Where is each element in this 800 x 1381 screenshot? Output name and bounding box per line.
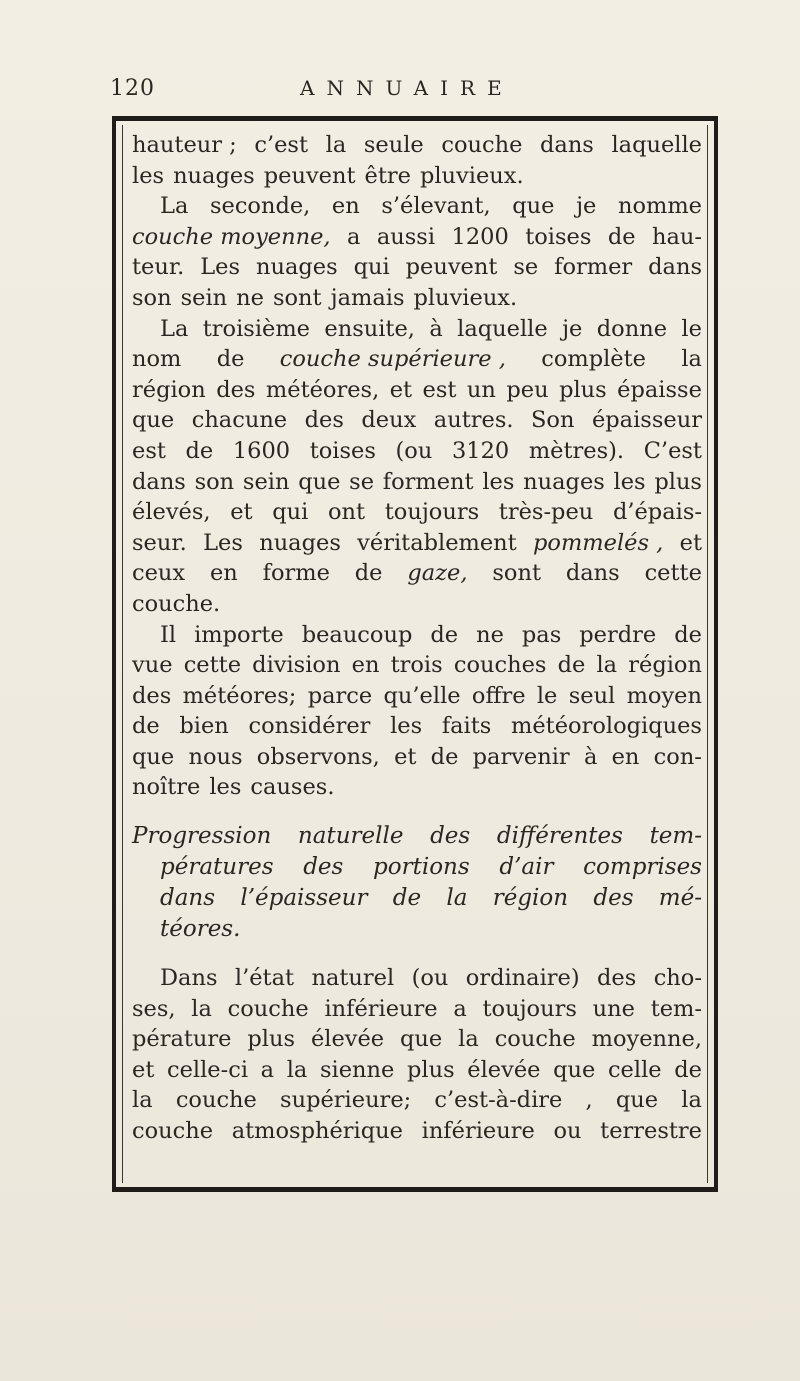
word: peu — [506, 376, 549, 403]
word: météorologiques — [511, 713, 702, 740]
word: plus — [654, 468, 702, 495]
word: est — [132, 437, 166, 464]
word: offre — [471, 682, 526, 709]
word: 1200 — [451, 223, 509, 250]
word: naturel — [311, 965, 395, 992]
word: dans — [565, 560, 620, 587]
text-line — [132, 528, 702, 559]
word: une — [592, 995, 635, 1022]
page-number: 120 — [110, 76, 155, 101]
paragraph-5 — [132, 963, 702, 1147]
word: couche — [227, 995, 309, 1022]
word: pluvieux. — [413, 284, 518, 311]
word: importe — [194, 621, 284, 648]
word: couche — [175, 1087, 257, 1114]
word: cette — [644, 560, 702, 587]
word: ceux — [132, 560, 186, 587]
word: seule — [363, 132, 424, 158]
word: beaucoup — [301, 621, 413, 648]
word: les — [613, 468, 646, 495]
word: hauteur ; — [132, 132, 237, 158]
word: ou — [553, 1118, 582, 1145]
word: sienne — [320, 1056, 395, 1083]
word: la — [681, 346, 702, 373]
word: teur. — [132, 254, 185, 281]
word: seur. — [132, 529, 187, 556]
word: les — [482, 468, 515, 495]
word: Il — [160, 621, 177, 648]
word: pommelés , — [533, 529, 664, 556]
word: de — [430, 621, 459, 648]
word: naturelle — [297, 823, 404, 850]
word: chacune — [191, 407, 288, 434]
word: d’épais- — [612, 499, 702, 526]
word: noître — [132, 774, 201, 801]
word: son — [194, 468, 235, 495]
text-line — [132, 252, 702, 283]
word: couches — [453, 652, 547, 679]
word: téores. — [160, 916, 241, 943]
paragraph-3 — [132, 314, 702, 620]
word: dans — [540, 132, 594, 158]
word: la — [132, 1087, 153, 1114]
text-line — [132, 589, 702, 620]
word: élevés, — [132, 499, 211, 526]
word: à — [429, 315, 443, 342]
word: sont — [492, 560, 541, 587]
section-gap — [132, 945, 702, 963]
word: de — [674, 621, 702, 648]
text-line — [132, 650, 702, 681]
word: de — [607, 223, 636, 250]
word: nuages — [259, 529, 341, 556]
text-line — [132, 191, 702, 222]
word: que — [132, 407, 175, 434]
word: la — [596, 652, 618, 679]
word: dans — [160, 885, 216, 912]
word: en — [209, 560, 238, 587]
word: Dans — [160, 965, 218, 992]
word: Les — [200, 254, 241, 281]
body-text — [132, 130, 702, 1147]
word: celle — [607, 1056, 662, 1083]
word: des — [430, 823, 471, 850]
word: des — [304, 407, 344, 434]
word: c’est-à-dire — [434, 1087, 563, 1114]
word: et — [679, 529, 702, 556]
text-line — [132, 497, 702, 528]
page-header — [110, 76, 710, 106]
word: mètres). — [528, 437, 625, 464]
word: sein — [180, 284, 228, 311]
word: véritablement — [357, 529, 517, 556]
word: celle-ci — [167, 1056, 249, 1083]
word: ne — [236, 284, 264, 311]
word: un — [466, 376, 496, 403]
text-line — [132, 314, 702, 345]
word: seul — [568, 682, 616, 709]
text-line — [132, 1055, 702, 1086]
word: seconde, — [209, 193, 311, 220]
word: ont — [327, 499, 366, 526]
word: , — [585, 1087, 593, 1114]
word: c’est — [254, 132, 309, 158]
word: pératures — [160, 854, 274, 881]
word: couche supérieure , — [279, 346, 506, 373]
word: que — [553, 1056, 596, 1083]
word: considérer — [248, 713, 371, 740]
word: (ou — [411, 965, 449, 992]
word: les — [390, 713, 423, 740]
word: Son — [531, 407, 575, 434]
word: cho- — [653, 965, 702, 992]
word: se — [513, 254, 539, 281]
word: que — [400, 1026, 443, 1053]
word: s’élevant, — [381, 193, 491, 220]
word: ses, — [132, 995, 176, 1022]
word: causes. — [250, 774, 335, 801]
text-line — [132, 883, 702, 914]
word: peuvent — [263, 162, 356, 189]
word: La — [160, 193, 189, 220]
word: inférieure — [324, 995, 438, 1022]
word: bien — [179, 713, 229, 740]
word: a — [453, 995, 467, 1022]
word: La — [160, 315, 189, 342]
word: de — [132, 713, 160, 740]
word: toujours — [482, 995, 577, 1022]
word: et — [132, 1056, 155, 1083]
word: toujours — [384, 499, 480, 526]
word: des — [132, 682, 172, 709]
word: faits — [441, 713, 492, 740]
word: région — [492, 885, 569, 912]
word: région — [628, 652, 702, 679]
word: qui — [272, 499, 309, 526]
word: des — [303, 854, 344, 881]
word: je — [562, 315, 583, 342]
word: deux — [361, 407, 417, 434]
word: de — [674, 1056, 702, 1083]
text-line — [132, 994, 702, 1025]
word: les — [132, 162, 165, 189]
word: aussi — [376, 223, 436, 250]
word: 1600 — [232, 437, 291, 464]
word: nuages — [523, 468, 605, 495]
text-line — [132, 558, 702, 589]
word: cette — [183, 652, 242, 679]
word: atmosphérique — [231, 1118, 403, 1145]
word: l’état — [234, 965, 295, 992]
word: le — [681, 315, 702, 342]
paragraph-2 — [132, 191, 702, 313]
word: parvenir — [472, 743, 570, 770]
text-line — [132, 1085, 702, 1116]
word: à — [583, 743, 598, 770]
word: inférieure — [421, 1118, 535, 1145]
text-line — [132, 742, 702, 773]
word: météores; — [182, 682, 297, 709]
word: former — [554, 254, 633, 281]
word: être — [364, 162, 411, 189]
word: l’épaisseur — [240, 885, 368, 912]
word: Les — [203, 529, 243, 556]
text-line — [132, 1116, 702, 1147]
word: différentes — [496, 823, 623, 850]
word: et — [394, 743, 417, 770]
word: que — [615, 1087, 659, 1114]
word: région — [132, 376, 206, 403]
word: comprises — [583, 854, 702, 881]
text-line — [132, 375, 702, 406]
word: de — [354, 560, 383, 587]
word: plus — [407, 1056, 455, 1083]
word: et — [230, 499, 253, 526]
word: d’air — [499, 854, 554, 881]
word: qui — [353, 254, 390, 281]
word: le — [536, 682, 558, 709]
text-line — [132, 436, 702, 467]
word: Progression — [132, 823, 272, 850]
word: mé- — [658, 885, 702, 912]
word: élevée — [310, 1026, 385, 1053]
word: a — [260, 1056, 275, 1083]
word: nom — [132, 346, 182, 373]
section-title — [132, 821, 702, 945]
word: tem- — [649, 823, 702, 850]
word: sein — [242, 468, 290, 495]
word: toises — [525, 223, 592, 250]
word: forment — [382, 468, 474, 495]
word: qu’elle — [383, 682, 461, 709]
paragraph-4 — [132, 620, 702, 804]
word: parce — [307, 682, 373, 709]
word: complète — [541, 346, 646, 373]
text-line — [132, 161, 702, 192]
word: que — [298, 468, 341, 495]
word: tem- — [650, 995, 702, 1022]
word: la — [191, 995, 212, 1022]
word: et — [389, 376, 413, 403]
word: trois — [390, 652, 443, 679]
word: peuvent — [405, 254, 498, 281]
word: la — [286, 1056, 308, 1083]
word: gaze, — [407, 560, 468, 587]
text-line — [132, 620, 702, 651]
word: couche — [441, 132, 523, 158]
word: nuages — [255, 254, 338, 281]
text-line — [132, 344, 702, 375]
word: jamais — [330, 284, 405, 311]
word: C’est — [643, 437, 702, 464]
text-line — [132, 130, 702, 161]
word: la — [458, 1026, 479, 1053]
section-gap — [132, 803, 702, 821]
word: météores, — [265, 376, 380, 403]
word: des — [597, 965, 637, 992]
word: observons, — [256, 743, 380, 770]
text-line — [132, 963, 702, 994]
text-line — [132, 914, 702, 945]
text-line — [132, 852, 702, 883]
word: a — [347, 223, 361, 250]
word: des — [593, 885, 634, 912]
word: moyen — [626, 682, 702, 709]
word: se — [349, 468, 375, 495]
word: les — [209, 774, 242, 801]
word: de — [557, 652, 586, 679]
word: hau- — [652, 223, 702, 250]
text-line — [132, 467, 702, 498]
text-line — [132, 283, 702, 314]
word: couche. — [132, 590, 221, 617]
word: en — [611, 743, 640, 770]
word: sont — [272, 284, 322, 311]
text-line — [132, 681, 702, 712]
word: vue — [132, 652, 173, 679]
word: de — [185, 437, 214, 464]
word: supérieure; — [280, 1087, 412, 1114]
word: couche — [132, 1118, 214, 1145]
word: en — [331, 193, 360, 220]
word: son — [132, 284, 172, 311]
word: dans — [648, 254, 702, 281]
paragraph-1 — [132, 130, 702, 191]
word: nous — [188, 743, 243, 770]
word: ensuite, — [324, 315, 415, 342]
word: très-peu — [498, 499, 594, 526]
text-line — [132, 222, 702, 253]
word: de — [216, 346, 245, 373]
word: laquelle — [611, 132, 702, 158]
word: de — [392, 885, 422, 912]
word: dans — [132, 468, 186, 495]
word: couche moyenne, — [132, 223, 331, 250]
text-line — [132, 711, 702, 742]
word: forme — [262, 560, 330, 587]
word: épaisse — [617, 376, 702, 403]
running-title: ANNUAIRE — [300, 76, 514, 100]
word: plus — [247, 1026, 296, 1053]
word: la — [681, 1087, 702, 1114]
word: con- — [653, 743, 702, 770]
text-line — [132, 821, 702, 852]
word: laquelle — [457, 315, 548, 342]
word: pérature — [132, 1026, 232, 1053]
word: ne — [476, 621, 504, 648]
word: nomme — [617, 193, 702, 220]
word: élevée — [467, 1056, 541, 1083]
word: la — [325, 132, 347, 158]
word: plus — [559, 376, 607, 403]
word: portions — [373, 854, 470, 881]
word: division — [252, 652, 341, 679]
word: toises — [309, 437, 376, 464]
word: moyenne, — [591, 1026, 702, 1053]
text-line — [132, 405, 702, 436]
word: des — [216, 376, 256, 403]
word: je — [576, 193, 597, 220]
word: couche — [494, 1026, 576, 1053]
word: (ou — [395, 437, 433, 464]
word: terrestre — [600, 1118, 702, 1145]
word: donne — [596, 315, 668, 342]
word: de — [430, 743, 459, 770]
word: perdre — [579, 621, 657, 648]
word: que — [132, 743, 175, 770]
word: est — [422, 376, 457, 403]
word: en — [351, 652, 380, 679]
word: ordinaire) — [465, 965, 580, 992]
word: pas — [521, 621, 562, 648]
word: épaisseur — [591, 407, 702, 434]
word: que — [512, 193, 555, 220]
word: pluvieux. — [419, 162, 524, 189]
text-line — [132, 772, 702, 803]
word: nuages — [173, 162, 255, 189]
text-line — [132, 1024, 702, 1055]
word: troisième — [202, 315, 310, 342]
word: autres. — [433, 407, 514, 434]
word: 3120 — [451, 437, 510, 464]
word: la — [446, 885, 468, 912]
